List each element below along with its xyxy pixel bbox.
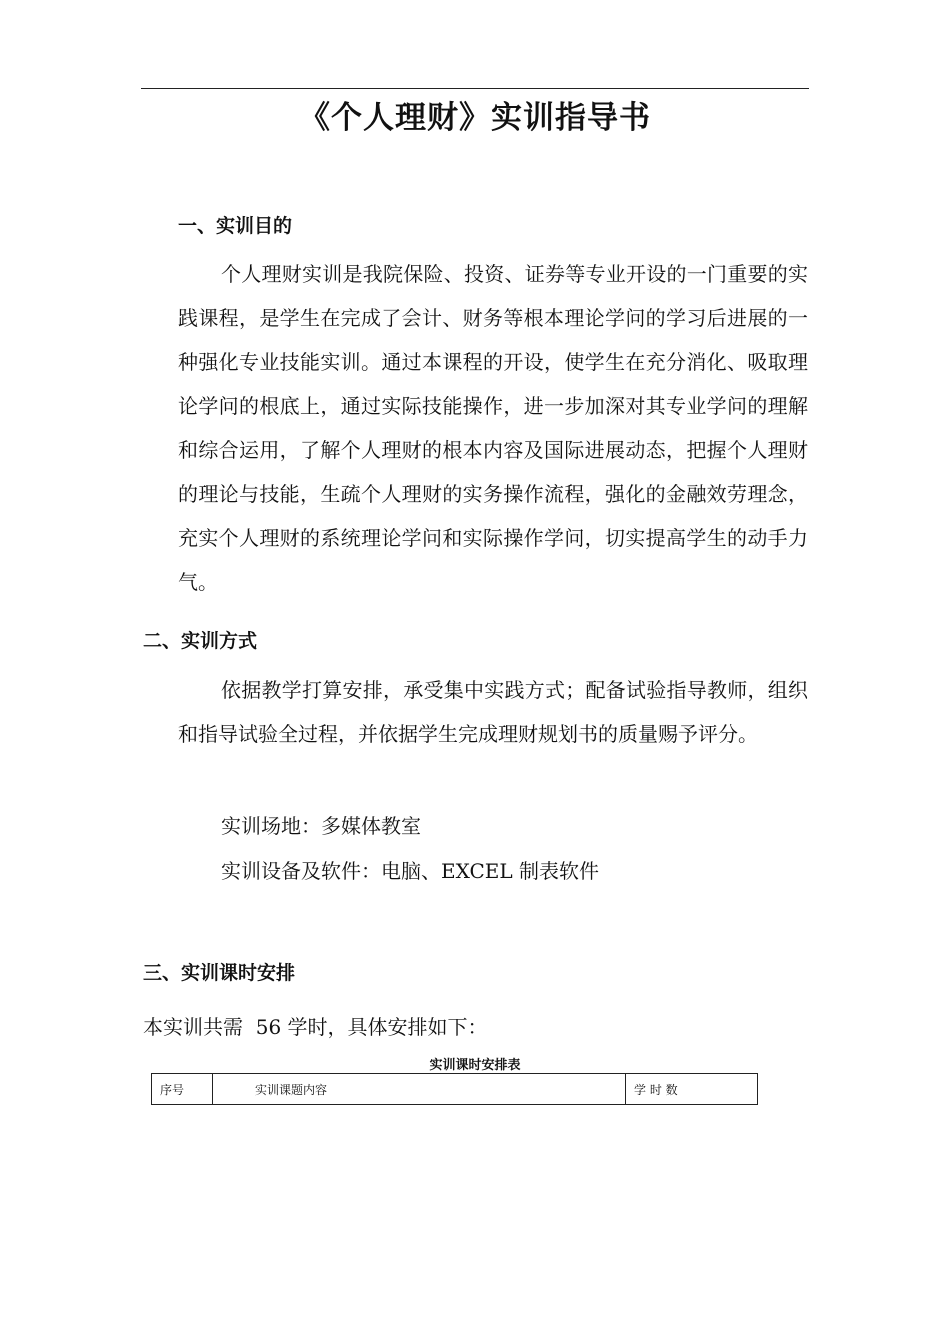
- table-header-row: [152, 1074, 758, 1105]
- section-heading-purpose: 一、实训目的: [178, 215, 293, 237]
- schedule-table: [151, 1073, 758, 1105]
- schedule-table-title: 实训课时安排表: [429, 1058, 521, 1073]
- column-header-index: 序号: [152, 1074, 213, 1105]
- equipment-line: 实训设备及软件：电脑、EXCEL 制表软件: [221, 859, 600, 883]
- column-header-hours: 学 时 数: [626, 1074, 758, 1105]
- schedule-intro: 本实训共需 56 学时，具体安排如下：: [143, 1015, 488, 1039]
- venue-line: 实训场地：多媒体教室: [221, 814, 421, 838]
- column-header-content: 实训课题内容: [213, 1074, 626, 1105]
- section-heading-schedule: 三、实训课时安排: [143, 962, 296, 984]
- section-heading-method: 二、实训方式: [143, 630, 258, 652]
- method-paragraph: 依据教学打算安排，承受集中实践方式；配备试验指导教师，组织和指导试验全过程，并依据学生完成理财规划书的质量赐予评分。: [178, 678, 808, 746]
- document-title: 《个人理财》实训指导书: [299, 100, 651, 136]
- purpose-paragraph: 个人理财实训是我院保险、投资、证券等专业开设的一门重要的实践课程，是学生在完成了会计、财务等根本理论学问的学习后进展的一种强化专业技能实训。通过本课程的开设，使学生在充分消化、吸取理论学问的根底上，通过实际技能操作，进一步加深对其专业学问的理解和综合运用，了解个人理财的根本内容及国际进展动态，把握个人理财的理论与技能，生疏个人理财的实务操作流程，强化的金融效劳理念，充实个人理财的系统理论学问和实际操作学问，切实提高学生的动手力气。: [178, 262, 808, 594]
- header-rule: [141, 88, 809, 89]
